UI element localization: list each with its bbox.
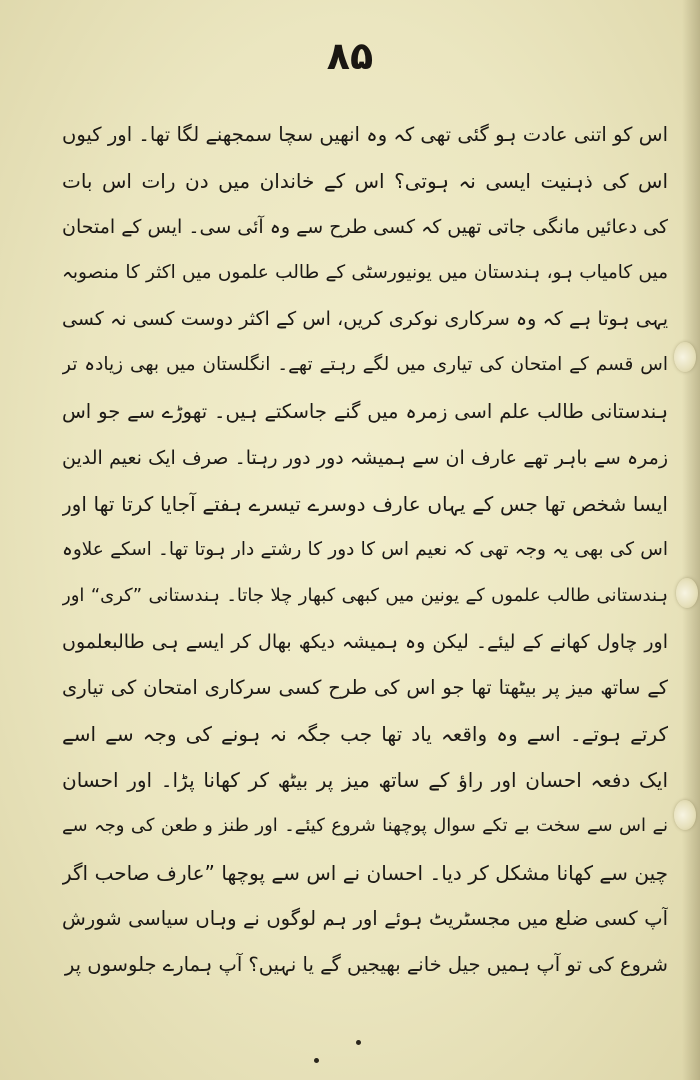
ink-speck: [314, 1058, 319, 1063]
text-line: ایک دفعہ احسان اور راؤ کے ساتھ میز پر بیٹھ کر کھانا پڑا۔ اور احسان: [62, 768, 668, 793]
text-line: اس کی بھی یہ وجہ تھی کہ نعیم اس کا دور کا رشتے دار ہوتا تھا۔ اسکے علاوہ: [62, 538, 668, 560]
text-line: ہندستانی طالب علموں کے یونین میں کبھی کبھار چلا جاتا۔ ہندستانی ”کری“ اور: [62, 584, 668, 606]
text-line: کرتے ہوتے۔ اسے وہ واقعہ یاد تھا جب جگہ نہ ہونے کی وجہ سے اسے: [62, 722, 668, 747]
page-number: ۸۵: [326, 34, 374, 78]
text-line: نے اس سے سخت بے تکے سوال پوچھنا شروع کیئے۔ اور طنز و طعن کی وجہ سے: [62, 815, 668, 837]
body-text: [62, 112, 668, 988]
text-line: ہندستانی طالب علم اسی زمرہ میں گنے جاسکتے ہیں۔ تھوڑے سے جو اس: [62, 399, 668, 423]
text-line: زمرہ سے باہر تھے عارف ان سے ہمیشہ دور دور رہتا۔ صرف ایک نعیم الدین: [62, 446, 668, 469]
page-edge-shadow: [682, 0, 700, 1080]
text-line: اس قسم کے امتحان کی تیاری میں لگے رہتے تھے۔ انگلستان میں بھی زیادہ تر: [62, 354, 668, 376]
text-line: چین سے کھانا مشکل کر دیا۔ احسان نے اس سے پوچھا ”عارف صاحب اگر: [62, 860, 668, 885]
text-line: اور چاول کھانے کے لیئے۔ لیکن وہ ہمیشہ دیکھ بھال کر ایسے ہی طالبعلموں: [62, 631, 668, 654]
binding-hole: [674, 800, 696, 830]
text-line: میں کامیاب ہو، ہندستان میں یونیورسٹی کے طالب علموں میں اکثر کا منصوبہ: [62, 262, 668, 284]
ink-speck: [356, 1040, 361, 1045]
text-line: یہی ہوتا ہے کہ وہ سرکاری نوکری کریں، اس کے اکثر دوست کسی نہ کسی: [62, 308, 668, 331]
binding-hole: [676, 578, 698, 608]
text-line: ایسا شخص تھا جس کے یہاں عارف دوسرے تیسرے ہفتے آجایا کرتا تھا اور: [62, 491, 668, 516]
text-line: شروع کی تو آپ ہمیں جیل خانے بھیجیں گے یا نہیں؟ آپ ہمارے جلوسوں پر: [64, 952, 668, 976]
binding-hole: [674, 342, 696, 372]
text-line: اس کو اتنی عادت ہو گئی تھی کہ وہ انھیں سچا سمجھنے لگا تھا۔ اور کیوں: [62, 123, 668, 146]
text-line: کے ساتھ میز پر بیٹھتا تھا جو اس کی طرح کسی سرکاری امتحان کی تیاری: [62, 676, 668, 700]
text-line: آپ کسی ضلع میں مجسٹریٹ ہوئے اور ہم لوگوں نے وہاں سیاسی شورش: [62, 906, 668, 930]
text-line: اس کی ذہنیت ایسی نہ ہوتی؟ اس کے خاندان میں دن رات اس بات: [62, 169, 668, 194]
text-line: کی دعائیں مانگی جاتی تھیں کہ کسی طرح سے وہ آئی سی۔ ایس کے امتحان: [62, 216, 668, 239]
